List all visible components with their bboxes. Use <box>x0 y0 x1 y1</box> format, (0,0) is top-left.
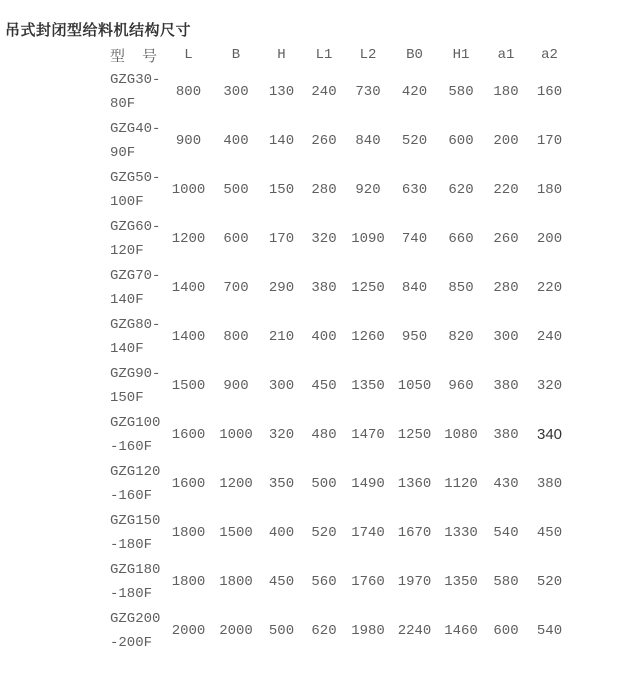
header-cell: a2 <box>541 47 558 63</box>
dimension-cell: 400 <box>311 328 337 345</box>
dimension-cell: 630 <box>401 181 428 198</box>
dimension-cell: 580 <box>493 573 519 590</box>
dimension-cell: 580 <box>448 83 474 100</box>
dimension-cell: 1350 <box>444 573 478 590</box>
dimension-cell: 1400 <box>171 328 206 345</box>
model-cell: GZG90-150F <box>110 365 161 406</box>
dimension-cell: 900 <box>223 377 249 394</box>
dimension-cell: 660 <box>448 230 474 247</box>
dimension-cell: 1600 <box>171 426 206 443</box>
dimension-cell: 840 <box>355 132 381 149</box>
model-cell: GZG100-160F <box>110 414 161 455</box>
dimension-cell: 260 <box>493 230 519 247</box>
dimension-cell: 840 <box>401 279 428 296</box>
dimension-cell: 350 <box>268 475 295 492</box>
dimension-cell: 1970 <box>397 573 432 590</box>
dimension-cell: 900 <box>175 132 202 149</box>
dimension-cell: 1760 <box>351 573 385 590</box>
dimension-cell: 290 <box>268 279 295 296</box>
dimension-cell: 1800 <box>171 573 206 590</box>
dimension-cell: 340 <box>536 426 563 443</box>
header-cell: B <box>231 47 241 63</box>
dimension-cell: 1330 <box>444 524 478 541</box>
dimension-cell: 130 <box>268 83 295 100</box>
table-row <box>95 410 571 459</box>
dimension-cell: 620 <box>311 622 337 639</box>
dimension-cell: 800 <box>223 328 249 345</box>
dimension-cell: 420 <box>401 83 428 100</box>
dimension-cell: 300 <box>268 377 295 394</box>
dimension-cell: 1000 <box>219 426 253 443</box>
page <box>0 21 630 655</box>
dimension-cell: 500 <box>223 181 249 198</box>
dimension-cell: 1260 <box>351 328 385 345</box>
dimension-cell: 1360 <box>397 475 432 492</box>
dimension-cell: 300 <box>223 83 249 100</box>
dimension-cell: 180 <box>536 181 563 198</box>
dimension-cell: 240 <box>536 328 563 345</box>
header-cell: a1 <box>497 47 515 63</box>
table-row <box>95 67 571 116</box>
dimension-cell: 520 <box>311 524 337 541</box>
dimension-cell: 1470 <box>351 426 385 443</box>
table-body <box>95 67 571 655</box>
dimension-cell: 240 <box>311 83 337 100</box>
dimension-cell: 1050 <box>397 377 432 394</box>
dimension-cell: 2240 <box>397 622 432 639</box>
table-row <box>95 606 571 655</box>
dimension-cell: 1670 <box>397 524 432 541</box>
header-cell: H <box>277 47 286 63</box>
dimension-cell: 450 <box>268 573 295 590</box>
dimension-cell: 160 <box>536 83 563 100</box>
table-row <box>95 116 571 165</box>
dimension-cell: 170 <box>536 132 563 149</box>
model-cell: GZG50-100F <box>110 169 161 210</box>
dimension-cell: 540 <box>536 622 563 639</box>
dimension-cell: 1090 <box>351 230 385 247</box>
dimension-cell: 960 <box>448 377 474 394</box>
table-row <box>95 459 571 508</box>
dimension-cell: 520 <box>401 132 428 149</box>
table-row <box>95 508 571 557</box>
dimension-cell: 560 <box>311 573 337 590</box>
table-row <box>95 312 571 361</box>
dimension-cell: 320 <box>311 230 337 247</box>
dimension-cell: 1460 <box>444 622 478 639</box>
table-row <box>95 361 571 410</box>
dimension-cell: 600 <box>448 132 474 149</box>
table-row <box>95 165 571 214</box>
table-row <box>95 557 571 606</box>
dimension-cell: 1980 <box>351 622 385 639</box>
dimension-cell: 180 <box>493 83 519 100</box>
page-title: 吊式封闭型给料机结构尺寸 <box>5 21 192 39</box>
dimension-cell: 730 <box>355 83 381 100</box>
dimension-cell: 820 <box>448 328 474 345</box>
dimension-cell: 540 <box>493 524 519 541</box>
dimension-cell: 1250 <box>351 279 385 296</box>
dimension-cell: 850 <box>448 279 474 296</box>
dimension-cell: 740 <box>401 230 428 247</box>
dimension-cell: 1400 <box>171 279 206 296</box>
dimension-cell: 1490 <box>351 475 385 492</box>
dimension-cell: 1500 <box>219 524 253 541</box>
dimension-cell: 950 <box>401 328 428 345</box>
dimension-cell: 2000 <box>219 622 253 639</box>
dimension-cell: 380 <box>493 426 519 443</box>
table-row <box>95 263 571 312</box>
header-cell: H1 <box>452 47 470 63</box>
dimension-cell: 1000 <box>171 181 206 198</box>
dimension-cell: 500 <box>311 475 337 492</box>
dimension-cell: 800 <box>175 83 202 100</box>
dimension-cell: 1800 <box>219 573 253 590</box>
dimension-cell: 920 <box>355 181 381 198</box>
dimension-cell: 210 <box>268 328 295 345</box>
model-cell: GZG120-160F <box>110 463 161 504</box>
dimension-cell: 520 <box>536 573 563 590</box>
model-cell: GZG150-180F <box>110 512 161 553</box>
model-cell: GZG200-200F <box>110 610 161 651</box>
dimension-cell: 700 <box>223 279 249 296</box>
dimension-cell: 280 <box>311 181 337 198</box>
dimension-cell: 380 <box>536 475 563 492</box>
dimension-cell: 1120 <box>444 475 478 492</box>
dimension-cell: 380 <box>493 377 519 394</box>
dimension-cell: 150 <box>268 181 295 198</box>
dimension-cell: 1800 <box>171 524 206 541</box>
dimension-cell: 1200 <box>171 230 206 247</box>
dimension-cell: 220 <box>493 181 519 198</box>
header-cell: L1 <box>315 47 333 63</box>
dimensions-table <box>95 43 571 655</box>
dimension-cell: 170 <box>268 230 295 247</box>
dimension-cell: 1500 <box>171 377 206 394</box>
dimension-cell: 400 <box>223 132 249 149</box>
dimension-cell: 1250 <box>397 426 432 443</box>
dimension-cell: 2000 <box>171 622 206 639</box>
dimension-cell: 320 <box>268 426 295 443</box>
dimension-cell: 140 <box>268 132 295 149</box>
model-cell: GZG70-140F <box>110 267 161 308</box>
dimension-cell: 260 <box>311 132 337 149</box>
dimension-cell: 1600 <box>171 475 206 492</box>
dimension-cell: 220 <box>536 279 563 296</box>
model-cell: GZG40-90F <box>110 120 161 161</box>
dimension-cell: 300 <box>493 328 519 345</box>
dimension-cell: 1350 <box>351 377 385 394</box>
dimension-cell: 600 <box>223 230 249 247</box>
header-cell-model: 型 号 <box>110 48 159 66</box>
dimension-cell: 600 <box>493 622 519 639</box>
model-cell: GZG80-140F <box>110 316 161 357</box>
dimension-cell: 400 <box>268 524 295 541</box>
header-cell: L2 <box>359 47 377 63</box>
dimension-cell: 320 <box>536 377 563 394</box>
dimension-cell: 200 <box>493 132 519 149</box>
dimension-cell: 620 <box>448 181 474 198</box>
model-cell: GZG30-80F <box>110 71 161 112</box>
header-cell: B0 <box>406 47 423 63</box>
dimension-cell: 1740 <box>351 524 385 541</box>
dimension-cell: 280 <box>493 279 519 296</box>
dimension-cell: 450 <box>536 524 563 541</box>
dimension-cell: 1200 <box>219 475 253 492</box>
dimension-cell: 1080 <box>444 426 478 443</box>
dimension-cell: 200 <box>536 230 563 247</box>
model-cell: GZG180-180F <box>110 561 161 602</box>
dimension-cell: 450 <box>311 377 337 394</box>
header-row <box>95 43 571 67</box>
dimension-cell: 430 <box>493 475 519 492</box>
dimension-cell: 500 <box>268 622 295 639</box>
dimension-cell: 480 <box>311 426 337 443</box>
header-cell: L <box>184 47 193 63</box>
model-cell: GZG60-120F <box>110 218 161 259</box>
dimension-cell: 380 <box>311 279 337 296</box>
table-row <box>95 214 571 263</box>
